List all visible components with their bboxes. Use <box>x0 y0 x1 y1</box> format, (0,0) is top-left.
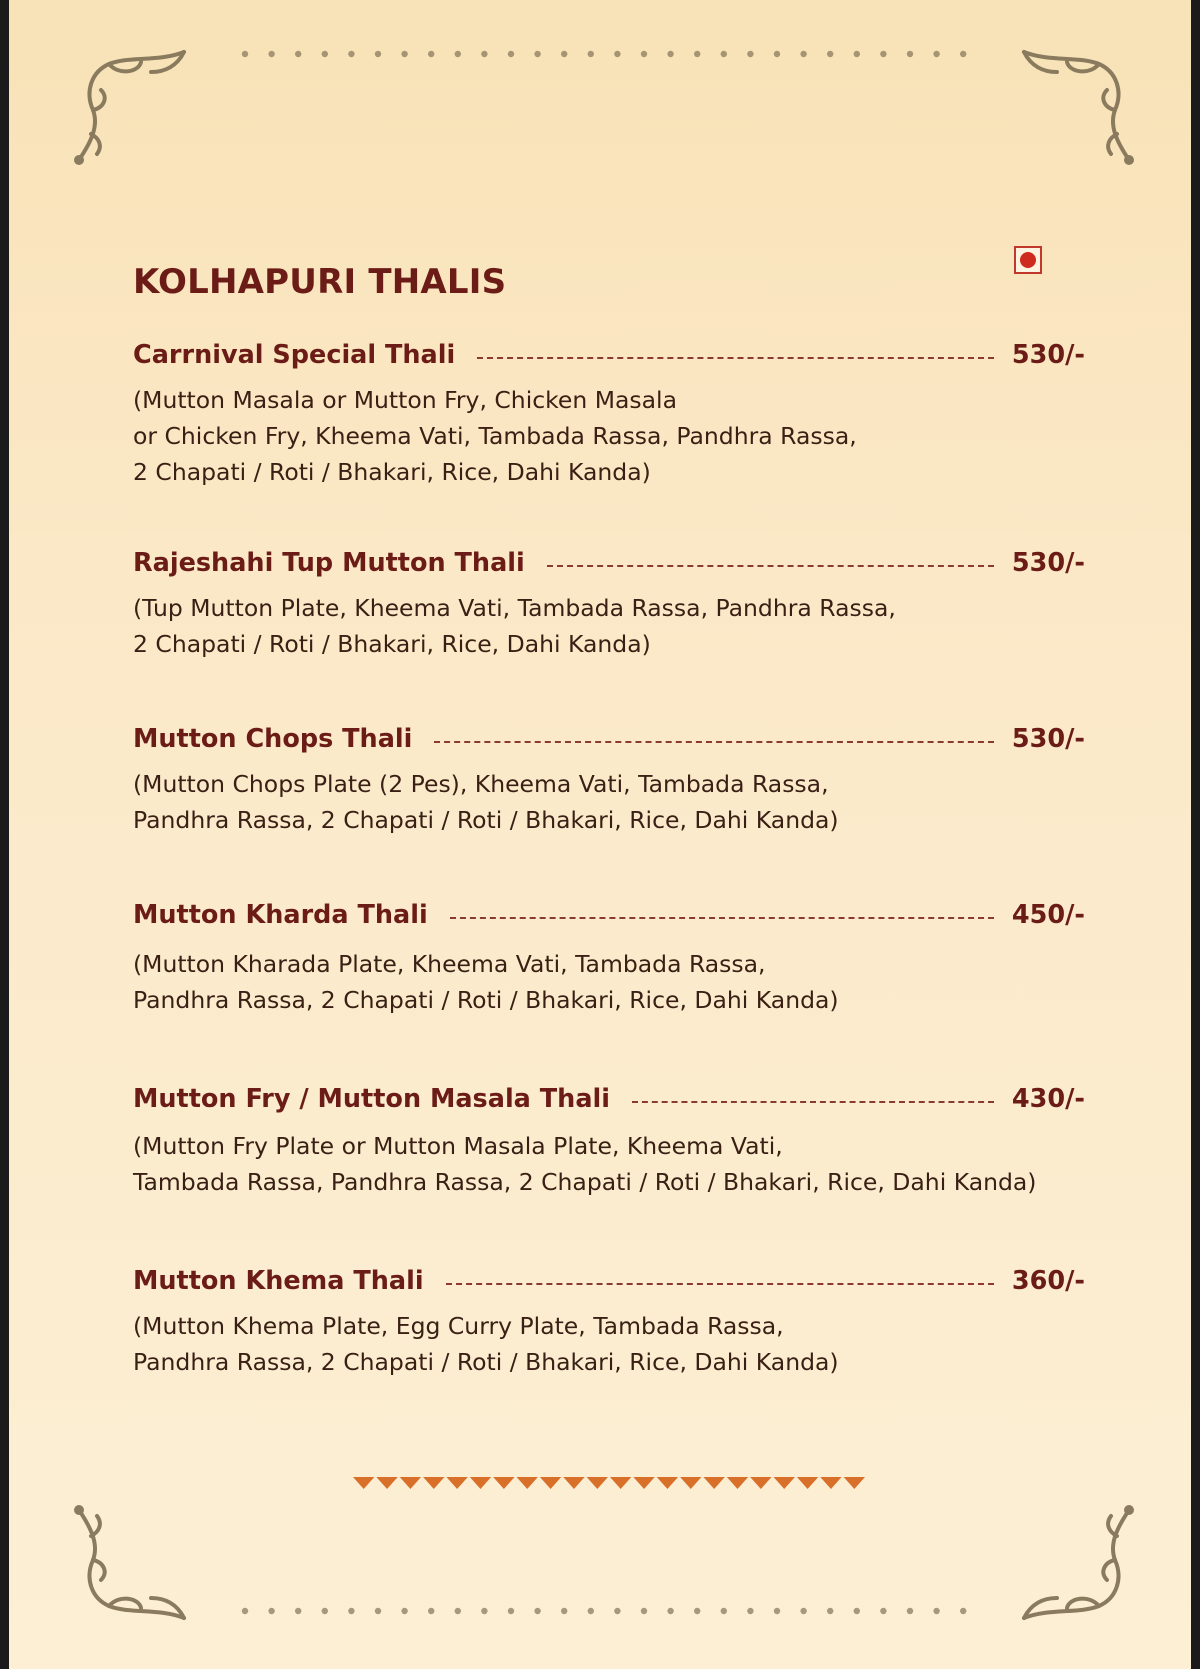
dotted-leader <box>477 357 994 359</box>
border-dot <box>721 1608 727 1614</box>
dotted-leader <box>547 565 994 567</box>
description-line: 2 Chapati / Roti / Bhakari, Rice, Dahi Kanda) <box>133 458 651 486</box>
border-dot <box>880 1608 886 1614</box>
menu-item-price: 360/- <box>1011 1266 1085 1296</box>
border-dot <box>455 51 461 57</box>
border-dot <box>268 1608 274 1614</box>
zigzag-triangle <box>844 1477 865 1489</box>
description-line: or Chicken Fry, Kheema Vati, Tambada Rassa, Pandhra Rassa, <box>133 422 857 450</box>
zigzag-triangle <box>820 1477 841 1489</box>
menu-item-description <box>133 1308 1085 1380</box>
zigzag-triangle <box>517 1477 538 1489</box>
menu-item <box>133 900 1085 1018</box>
description-line: (Mutton Chops Plate (2 Pes), Kheema Vati, Tambada Rassa, <box>133 770 829 798</box>
border-dot <box>747 51 753 57</box>
description-line: (Mutton Khema Plate, Egg Curry Plate, Tambada Rassa, <box>133 1312 784 1340</box>
menu-item-header <box>133 340 1085 370</box>
border-dot <box>800 51 806 57</box>
dotted-leader <box>632 1101 994 1103</box>
description-line: Pandhra Rassa, 2 Chapati / Roti / Bhakari, Rice, Dahi Kanda) <box>133 806 839 834</box>
zigzag-triangle <box>750 1477 771 1489</box>
description-line: Pandhra Rassa, 2 Chapati / Roti / Bhakari, Rice, Dahi Kanda) <box>133 1348 839 1376</box>
menu-item-price: 450/- <box>1011 900 1085 930</box>
border-dot <box>907 1608 913 1614</box>
menu-item-header <box>133 1266 1085 1296</box>
border-dot <box>268 51 274 57</box>
zigzag-triangle <box>353 1477 374 1489</box>
border-dot <box>455 1608 461 1614</box>
menu-item-description <box>133 1128 1085 1200</box>
menu-item <box>133 724 1085 838</box>
menu-item-name: Rajeshahi Tup Mutton Thali <box>133 548 525 578</box>
section-title: KOLHAPURI THALIS <box>133 262 507 302</box>
menu-item-price: 530/- <box>1011 340 1085 370</box>
border-dot <box>428 51 434 57</box>
description-line: (Tup Mutton Plate, Kheema Vati, Tambada Rassa, Pandhra Rassa, <box>133 594 896 622</box>
zigzag-triangle <box>657 1477 678 1489</box>
menu-item-header <box>133 900 1085 930</box>
border-dot <box>242 51 248 57</box>
border-dot <box>854 51 860 57</box>
border-dot <box>588 51 594 57</box>
border-dot <box>534 1608 540 1614</box>
border-dot <box>614 51 620 57</box>
description-line: (Mutton Kharada Plate, Kheema Vati, Tambada Rassa, <box>133 950 766 978</box>
zigzag-triangle <box>540 1477 561 1489</box>
border-dot <box>774 1608 780 1614</box>
menu-item <box>133 1266 1085 1380</box>
border-dot <box>401 51 407 57</box>
border-dot <box>375 51 381 57</box>
description-line: Pandhra Rassa, 2 Chapati / Roti / Bhakari, Rice, Dahi Kanda) <box>133 986 839 1014</box>
border-dot <box>694 51 700 57</box>
description-line: Tambada Rassa, Pandhra Rassa, 2 Chapati / Roti / Bhakari, Rice, Dahi Kanda) <box>133 1168 1037 1196</box>
bottom-right-ornament-icon <box>1009 1498 1139 1628</box>
border-dot <box>641 1608 647 1614</box>
border-dot <box>481 51 487 57</box>
dotted-leader <box>450 917 994 919</box>
border-dot <box>428 1608 434 1614</box>
menu-item-description <box>133 946 1085 1018</box>
top-left-ornament-icon <box>69 42 199 172</box>
zigzag-triangle <box>587 1477 608 1489</box>
zigzag-divider-icon <box>352 1475 866 1495</box>
zigzag-triangle <box>493 1477 514 1489</box>
zigzag-triangle <box>680 1477 701 1489</box>
zigzag-triangle <box>470 1477 491 1489</box>
border-dot <box>694 1608 700 1614</box>
border-dot <box>322 51 328 57</box>
menu-item-name: Mutton Chops Thali <box>133 724 413 754</box>
border-dot <box>401 1608 407 1614</box>
dotted-leader <box>434 741 993 743</box>
description-line: 2 Chapati / Roti / Bhakari, Rice, Dahi Kanda) <box>133 630 651 658</box>
description-line: (Mutton Fry Plate or Mutton Masala Plate, Kheema Vati, <box>133 1132 783 1160</box>
zigzag-triangle <box>610 1477 631 1489</box>
non-veg-dot <box>1020 252 1036 268</box>
border-dot <box>827 51 833 57</box>
zigzag-triangle <box>423 1477 444 1489</box>
non-veg-indicator-icon <box>1014 246 1042 274</box>
border-dot <box>747 1608 753 1614</box>
menu-item-name: Mutton Fry / Mutton Masala Thali <box>133 1084 611 1114</box>
zigzag-triangle <box>633 1477 654 1489</box>
menu-item-header <box>133 548 1085 578</box>
menu-item-name: Mutton Kharda Thali <box>133 900 428 930</box>
border-dot <box>508 1608 514 1614</box>
menu-item-header <box>133 724 1085 754</box>
border-dot <box>721 51 727 57</box>
border-dot <box>854 1608 860 1614</box>
border-dot <box>348 1608 354 1614</box>
border-dot <box>960 1608 966 1614</box>
border-dot <box>933 51 939 57</box>
border-dot <box>508 51 514 57</box>
menu-item-header <box>133 1084 1085 1114</box>
bottom-dotted-border <box>239 1605 979 1617</box>
zigzag-triangle <box>376 1477 397 1489</box>
menu-item-description <box>133 590 1085 662</box>
description-line: (Mutton Masala or Mutton Fry, Chicken Masala <box>133 386 677 414</box>
border-dot <box>667 51 673 57</box>
zigzag-triangle <box>727 1477 748 1489</box>
menu-item <box>133 340 1085 490</box>
border-dot <box>960 51 966 57</box>
border-dot <box>295 1608 301 1614</box>
menu-page <box>9 0 1191 1669</box>
menu-item-description <box>133 382 1085 490</box>
menu-item-price: 530/- <box>1011 548 1085 578</box>
border-dot <box>375 1608 381 1614</box>
menu-item <box>133 548 1085 662</box>
border-dot <box>800 1608 806 1614</box>
border-dot <box>588 1608 594 1614</box>
menu-item <box>133 1084 1085 1200</box>
border-dot <box>774 51 780 57</box>
border-dot <box>481 1608 487 1614</box>
border-dot <box>322 1608 328 1614</box>
zigzag-triangle <box>446 1477 467 1489</box>
border-dot <box>561 51 567 57</box>
dotted-leader <box>446 1283 994 1285</box>
zigzag-triangle <box>703 1477 724 1489</box>
zigzag-triangle <box>563 1477 584 1489</box>
top-dotted-border <box>239 48 979 60</box>
zigzag-triangle <box>400 1477 421 1489</box>
zigzag-triangle <box>774 1477 795 1489</box>
border-dot <box>348 51 354 57</box>
border-dot <box>614 1608 620 1614</box>
border-dot <box>295 51 301 57</box>
top-right-ornament-icon <box>1009 42 1139 172</box>
border-dot <box>880 51 886 57</box>
border-dot <box>242 1608 248 1614</box>
zigzag-triangle <box>797 1477 818 1489</box>
menu-item-name: Carrnival Special Thali <box>133 340 456 370</box>
border-dot <box>907 51 913 57</box>
menu-item-name: Mutton Khema Thali <box>133 1266 424 1296</box>
border-dot <box>641 51 647 57</box>
border-dot <box>827 1608 833 1614</box>
border-dot <box>933 1608 939 1614</box>
border-dot <box>534 51 540 57</box>
menu-item-price: 530/- <box>1011 724 1085 754</box>
border-dot <box>667 1608 673 1614</box>
menu-item-description <box>133 766 1085 838</box>
border-dot <box>561 1608 567 1614</box>
menu-item-price: 430/- <box>1011 1084 1085 1114</box>
bottom-left-ornament-icon <box>69 1498 199 1628</box>
